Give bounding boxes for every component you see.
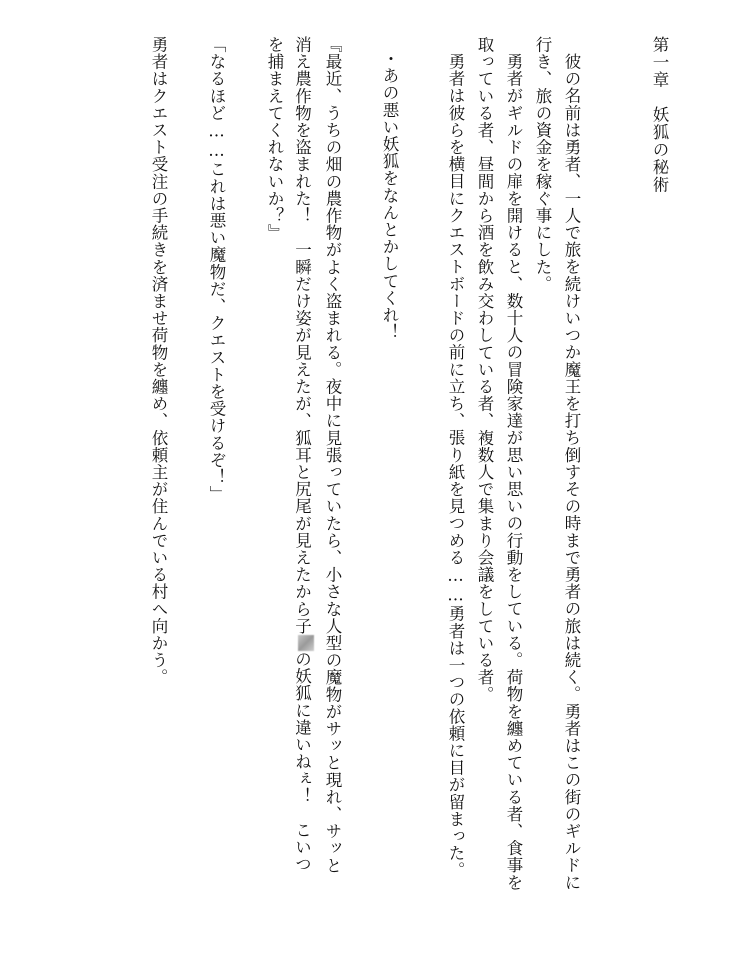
chapter-title: 第一章 妖狐の秘術 [650, 36, 669, 194]
quest-description-line: 『最近、うちの畑の農作物がよく盗まれる。夜中に見張っていたら、小さな人型の魔物がサッと現れ、サッと [323, 36, 342, 874]
dialogue-line: 「なるほど……これは悪い魔物だ、クエストを受けるぞ！」 [207, 36, 226, 503]
quest-description-part: 消え農作物を盗まれた！ 一瞬だけ姿が見えたが、狐耳と尻尾が見えたから子 [292, 36, 312, 635]
paragraph-line: 勇者は彼らを横目にクエストボードの前に立ち、張り紙を見つめる……勇者は一つの依頼に目が留まった。 [446, 52, 465, 879]
paragraph-line: 勇者はクエスト受注の手続きを済ませ荷物を纏め、依頼主が住んでいる村へ向かう。 [149, 36, 168, 686]
quest-description-line [292, 36, 314, 896]
redacted-blur [298, 635, 314, 651]
quest-description-part: の妖狐に違いねぇ！ こいつ [292, 650, 312, 873]
paragraph-line: 行き、旅の資金を稼ぐ事にした。 [533, 36, 552, 293]
paragraph-line: 彼の名前は勇者、一人で旅を続けいつか魔王を打ち倒すその時まで勇者の旅は続く。勇者はこの街のギルドに [562, 52, 581, 891]
paragraph-line: 取っている者、昼間から酒を飲み交わしている者、複数人で集まり会議をしている者。 [475, 36, 494, 703]
paragraph-line: 勇者がギルドの扉を開けると、数十人の冒険家達が思い思いの行動をしている。荷物を纏めている者、食事を [504, 52, 523, 891]
quest-description-line: を捕まえてくれないか？』 [265, 36, 284, 242]
quest-bullet: ・あの悪い妖狐をなんとかしてくれ！ [380, 50, 399, 341]
